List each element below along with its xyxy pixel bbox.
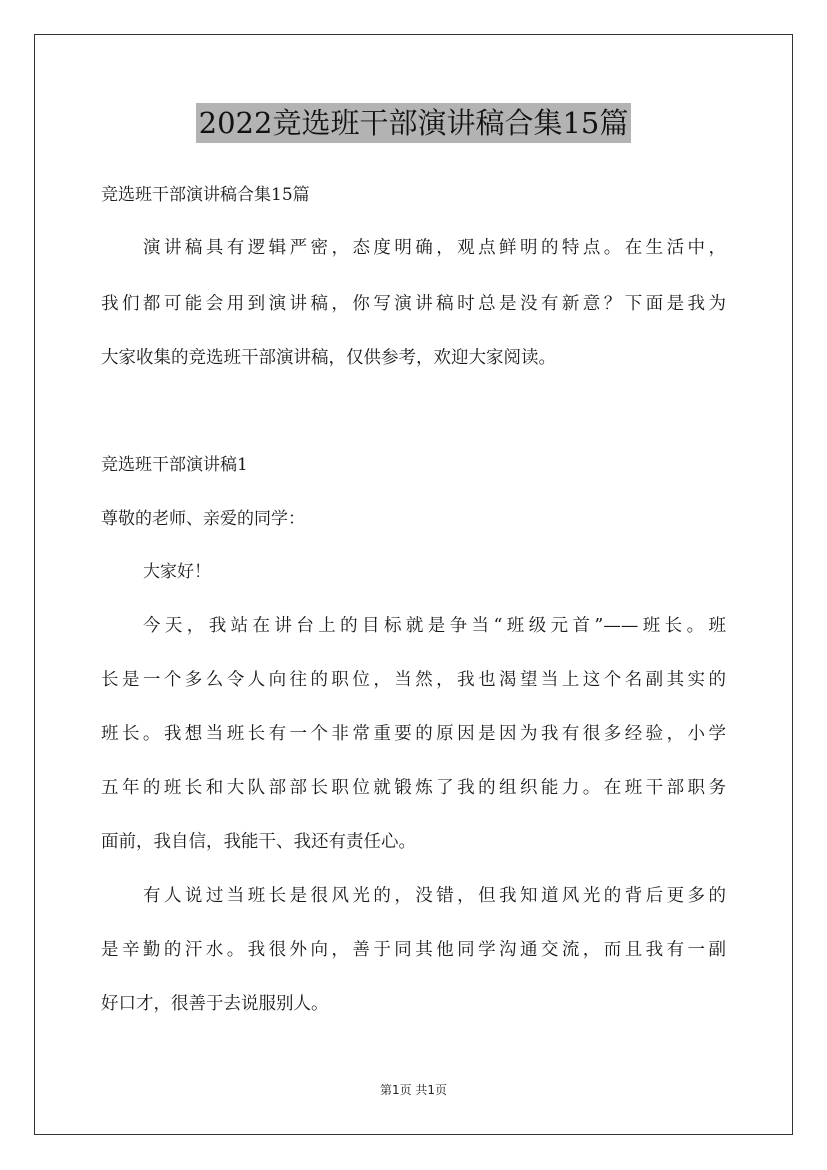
paragraph-1-line-2: 长是一个多么令人向往的职位，当然，我也渴望当上这个名副其实的: [101, 670, 726, 690]
page-number-footer: 第1页 共1页: [379, 1083, 448, 1097]
section-title: 竞选班干部演讲稿1: [101, 455, 248, 475]
document-subtitle: 竞选班干部演讲稿合集15篇: [101, 185, 310, 205]
paragraph-1-line-1: 今天，我站在讲台上的目标就是争当“班级元首”——班长。班: [143, 616, 726, 636]
title-container: [0, 103, 827, 143]
paragraph-2-line-1: 有人说过当班长是很风光的，没错，但我知道风光的背后更多的: [143, 886, 726, 906]
paragraph-2-line-3: 好口才，很善于去说服别人。: [101, 994, 329, 1014]
intro-line-3: 大家收集的竞选班干部演讲稿，仅供参考，欢迎大家阅读。: [101, 348, 556, 368]
document-title: 2022竞选班干部演讲稿合集15篇: [196, 103, 632, 143]
paragraph-1-line-3: 班长。我想当班长有一个非常重要的原因是因为我有很多经验，小学: [101, 724, 726, 744]
intro-line-2: 我们都可能会用到演讲稿，你写演讲稿时总是没有新意？下面是我为: [101, 294, 726, 314]
intro-line-1: 演讲稿具有逻辑严密，态度明确，观点鲜明的特点。在生活中，: [143, 238, 726, 258]
salutation: 尊敬的老师、亲爱的同学：: [101, 509, 305, 529]
greeting: 大家好！: [143, 562, 211, 582]
paragraph-1-line-4: 五年的班长和大队部部长职位就锻炼了我的组织能力。在班干部职务: [101, 778, 726, 798]
paragraph-1-line-5: 面前，我自信，我能干、我还有责任心。: [101, 832, 416, 852]
paragraph-2-line-2: 是辛勤的汗水。我很外向，善于同其他同学沟通交流，而且我有一副: [101, 940, 726, 960]
